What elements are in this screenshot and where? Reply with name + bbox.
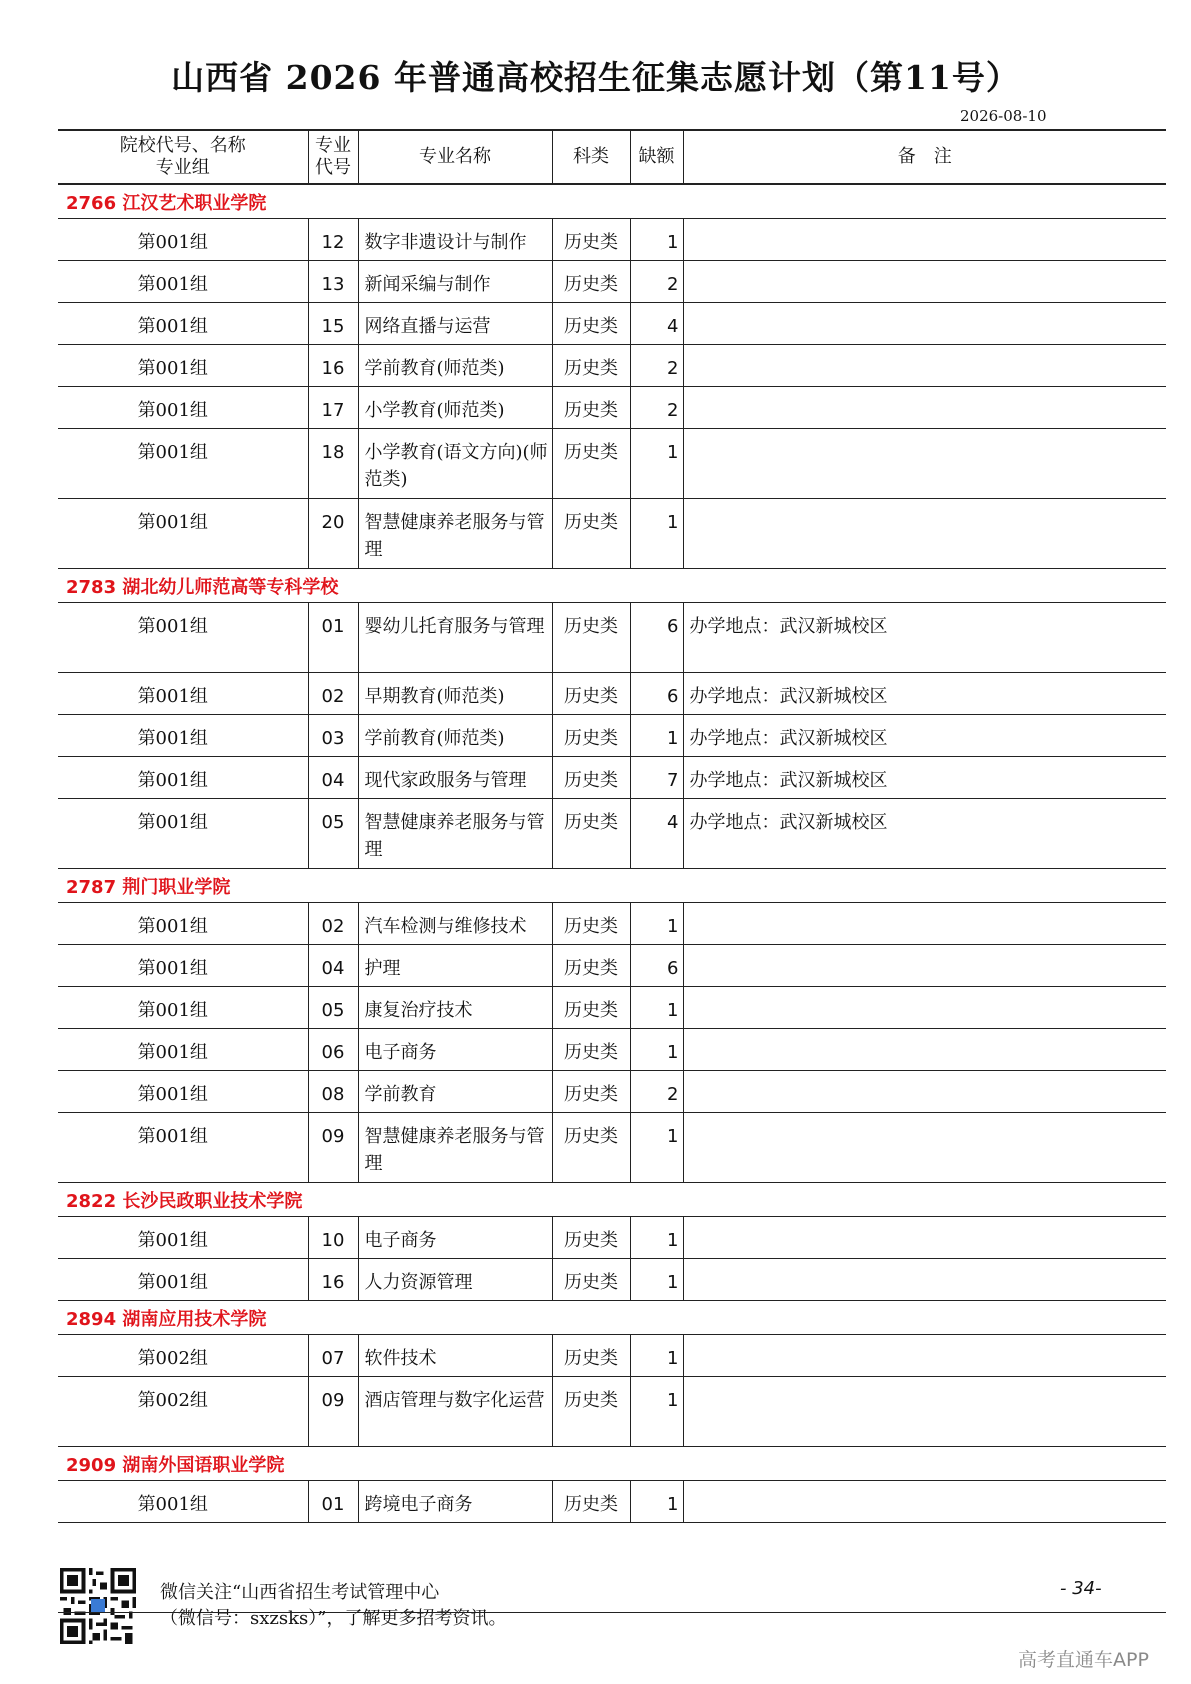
header-group-label: 专业组	[155, 157, 210, 178]
remark	[683, 1029, 1166, 1071]
remark	[683, 1335, 1166, 1377]
major-group: 第001组	[58, 987, 308, 1029]
table-row	[58, 757, 1166, 799]
table-row	[58, 987, 1166, 1029]
subject-category: 历史类	[552, 757, 630, 799]
subject-category: 历史类	[552, 1113, 630, 1183]
major-name: 软件技术	[358, 1335, 552, 1377]
major-group: 第001组	[58, 715, 308, 757]
header-category: 科类	[552, 130, 630, 184]
vacancy-count: 1	[630, 429, 683, 499]
header-major-code-line2: 代号	[315, 157, 351, 178]
major-name: 电子商务	[358, 1217, 552, 1259]
vacancy-count: 1	[630, 1217, 683, 1259]
subject-category: 历史类	[552, 603, 630, 673]
table-row	[58, 345, 1166, 387]
school-header-row	[58, 569, 1166, 603]
vacancy-count: 1	[630, 1113, 683, 1183]
remark	[683, 387, 1166, 429]
vacancy-count: 6	[630, 673, 683, 715]
major-code: 08	[308, 1071, 358, 1113]
table-row	[58, 1259, 1166, 1301]
table-row	[58, 429, 1166, 499]
vacancy-count: 1	[630, 715, 683, 757]
remark: 办学地点：武汉新城校区	[683, 757, 1166, 799]
subject-category: 历史类	[552, 715, 630, 757]
school-name: 2787 荆门职业学院	[58, 869, 1166, 903]
vacancy-count: 4	[630, 799, 683, 869]
table-row	[58, 1071, 1166, 1113]
subject-category: 历史类	[552, 303, 630, 345]
table-row	[58, 219, 1166, 261]
remark	[683, 1481, 1166, 1523]
major-name: 网络直播与运营	[358, 303, 552, 345]
subject-category: 历史类	[552, 499, 630, 569]
vacancy-count: 1	[630, 987, 683, 1029]
header-school-group	[58, 130, 308, 184]
table-row	[58, 303, 1166, 345]
remark	[683, 219, 1166, 261]
major-code: 07	[308, 1335, 358, 1377]
subject-category: 历史类	[552, 1071, 630, 1113]
major-code: 13	[308, 261, 358, 303]
major-code: 02	[308, 903, 358, 945]
major-group: 第001组	[58, 303, 308, 345]
remark	[683, 1113, 1166, 1183]
major-name: 智慧健康养老服务与管理	[358, 499, 552, 569]
table-row	[58, 1335, 1166, 1377]
major-code: 04	[308, 757, 358, 799]
major-group: 第001组	[58, 1259, 308, 1301]
table-row	[58, 1217, 1166, 1259]
remark: 办学地点：武汉新城校区	[683, 715, 1166, 757]
table-header-row	[58, 130, 1166, 184]
major-group: 第001组	[58, 945, 308, 987]
school-header-row	[58, 869, 1166, 903]
major-group: 第001组	[58, 219, 308, 261]
vacancy-count: 4	[630, 303, 683, 345]
table-row	[58, 799, 1166, 869]
major-name: 现代家政服务与管理	[358, 757, 552, 799]
school-name: 2822 长沙民政职业技术学院	[58, 1183, 1166, 1217]
vacancy-count: 1	[630, 219, 683, 261]
major-group: 第001组	[58, 261, 308, 303]
remark	[683, 903, 1166, 945]
subject-category: 历史类	[552, 673, 630, 715]
vacancy-count: 2	[630, 261, 683, 303]
table-row	[58, 603, 1166, 673]
major-group: 第001组	[58, 1481, 308, 1523]
major-code: 01	[308, 603, 358, 673]
school-name: 2783 湖北幼儿师范高等专科学校	[58, 569, 1166, 603]
vacancy-count: 6	[630, 603, 683, 673]
school-header-row	[58, 1447, 1166, 1481]
table-row	[58, 1029, 1166, 1071]
major-code: 05	[308, 987, 358, 1029]
remark	[683, 945, 1166, 987]
subject-category: 历史类	[552, 1217, 630, 1259]
remark	[683, 429, 1166, 499]
footer-divider	[58, 1612, 1166, 1613]
major-name: 智慧健康养老服务与管理	[358, 799, 552, 869]
major-group: 第001组	[58, 429, 308, 499]
subject-category: 历史类	[552, 1481, 630, 1523]
major-code: 12	[308, 219, 358, 261]
vacancy-count: 6	[630, 945, 683, 987]
major-group: 第001组	[58, 903, 308, 945]
major-code: 10	[308, 1217, 358, 1259]
subject-category: 历史类	[552, 1377, 630, 1447]
vacancy-count: 2	[630, 387, 683, 429]
subject-category: 历史类	[552, 903, 630, 945]
major-name: 汽车检测与维修技术	[358, 903, 552, 945]
header-vacancy: 缺额	[630, 130, 683, 184]
major-name: 小学教育(师范类)	[358, 387, 552, 429]
table-row	[58, 1113, 1166, 1183]
vacancy-count: 2	[630, 1071, 683, 1113]
school-header-row	[58, 1183, 1166, 1217]
subject-category: 历史类	[552, 387, 630, 429]
vacancy-count: 7	[630, 757, 683, 799]
major-code: 06	[308, 1029, 358, 1071]
major-code: 16	[308, 345, 358, 387]
major-group: 第002组	[58, 1335, 308, 1377]
major-name: 小学教育(语文方向)(师范类)	[358, 429, 552, 499]
header-major-name: 专业名称	[358, 130, 552, 184]
major-name: 数字非遗设计与制作	[358, 219, 552, 261]
remark: 办学地点：武汉新城校区	[683, 603, 1166, 673]
major-code: 15	[308, 303, 358, 345]
enrollment-plan-table	[58, 129, 1166, 1523]
major-code: 17	[308, 387, 358, 429]
school-name: 2909 湖南外国语职业学院	[58, 1447, 1166, 1481]
vacancy-count: 2	[630, 345, 683, 387]
subject-category: 历史类	[552, 1029, 630, 1071]
major-code: 18	[308, 429, 358, 499]
major-code: 20	[308, 499, 358, 569]
major-name: 新闻采编与制作	[358, 261, 552, 303]
major-group: 第001组	[58, 1071, 308, 1113]
major-name: 人力资源管理	[358, 1259, 552, 1301]
page-number: - 34-	[1060, 1578, 1102, 1599]
wechat-line-1: 微信关注“山西省招生考试管理中心	[160, 1582, 440, 1603]
table-row	[58, 499, 1166, 569]
vacancy-count: 1	[630, 1377, 683, 1447]
subject-category: 历史类	[552, 219, 630, 261]
publish-date: 2026-08-10	[960, 107, 1047, 125]
school-header-row	[58, 184, 1166, 219]
major-group: 第001组	[58, 499, 308, 569]
app-watermark: 高考直通车APP	[1018, 1649, 1149, 1671]
table-row	[58, 261, 1166, 303]
major-group: 第001组	[58, 1113, 308, 1183]
school-name: 2766 江汉艺术职业学院	[58, 184, 1166, 219]
major-name: 学前教育(师范类)	[358, 715, 552, 757]
remark	[683, 1259, 1166, 1301]
major-code: 16	[308, 1259, 358, 1301]
remark	[683, 1217, 1166, 1259]
major-name: 学前教育	[358, 1071, 552, 1113]
remark	[683, 1377, 1166, 1447]
table-row	[58, 1481, 1166, 1523]
major-name: 婴幼儿托育服务与管理	[358, 603, 552, 673]
remark	[683, 1071, 1166, 1113]
table-body	[58, 184, 1166, 1523]
wechat-promo-text	[160, 1580, 506, 1632]
remark	[683, 261, 1166, 303]
table-row	[58, 715, 1166, 757]
major-group: 第001组	[58, 673, 308, 715]
subject-category: 历史类	[552, 987, 630, 1029]
major-name: 康复治疗技术	[358, 987, 552, 1029]
table-row	[58, 387, 1166, 429]
major-code: 03	[308, 715, 358, 757]
major-group: 第002组	[58, 1377, 308, 1447]
wechat-line-2: （微信号：sxzsks）”，了解更多招考资讯。	[160, 1608, 507, 1629]
school-name: 2894 湖南应用技术学院	[58, 1301, 1166, 1335]
table-row	[58, 903, 1166, 945]
major-code: 09	[308, 1377, 358, 1447]
subject-category: 历史类	[552, 261, 630, 303]
header-note: 备 注	[683, 130, 1166, 184]
major-name: 酒店管理与数字化运营	[358, 1377, 552, 1447]
subject-category: 历史类	[552, 345, 630, 387]
remark	[683, 345, 1166, 387]
major-code: 04	[308, 945, 358, 987]
remark	[683, 987, 1166, 1029]
major-group: 第001组	[58, 345, 308, 387]
page-title: 山西省 2026 年普通高校招生征集志愿计划（第11号）	[171, 58, 1020, 97]
subject-category: 历史类	[552, 429, 630, 499]
major-group: 第001组	[58, 757, 308, 799]
header-school-label: 院校代号、名称	[119, 135, 246, 156]
subject-category: 历史类	[552, 1259, 630, 1301]
vacancy-count: 1	[630, 903, 683, 945]
wechat-qr-code	[60, 1568, 136, 1644]
remark	[683, 499, 1166, 569]
vacancy-count: 1	[630, 1481, 683, 1523]
vacancy-count: 1	[630, 1335, 683, 1377]
remark: 办学地点：武汉新城校区	[683, 799, 1166, 869]
header-major-code-line1: 专业	[315, 135, 351, 156]
subject-category: 历史类	[552, 799, 630, 869]
major-name: 智慧健康养老服务与管理	[358, 1113, 552, 1183]
major-group: 第001组	[58, 1217, 308, 1259]
subject-category: 历史类	[552, 945, 630, 987]
major-name: 跨境电子商务	[358, 1481, 552, 1523]
vacancy-count: 1	[630, 1259, 683, 1301]
table-row	[58, 1377, 1166, 1447]
major-group: 第001组	[58, 1029, 308, 1071]
major-name: 早期教育(师范类)	[358, 673, 552, 715]
major-name: 电子商务	[358, 1029, 552, 1071]
school-header-row	[58, 1301, 1166, 1335]
major-code: 09	[308, 1113, 358, 1183]
major-group: 第001组	[58, 799, 308, 869]
vacancy-count: 1	[630, 1029, 683, 1071]
major-group: 第001组	[58, 387, 308, 429]
subject-category: 历史类	[552, 1335, 630, 1377]
major-name: 护理	[358, 945, 552, 987]
major-group: 第001组	[58, 603, 308, 673]
header-major-code	[308, 130, 358, 184]
major-code: 01	[308, 1481, 358, 1523]
vacancy-count: 1	[630, 499, 683, 569]
major-code: 02	[308, 673, 358, 715]
remark	[683, 303, 1166, 345]
major-name: 学前教育(师范类)	[358, 345, 552, 387]
remark: 办学地点：武汉新城校区	[683, 673, 1166, 715]
major-code: 05	[308, 799, 358, 869]
table-row	[58, 945, 1166, 987]
table-row	[58, 673, 1166, 715]
